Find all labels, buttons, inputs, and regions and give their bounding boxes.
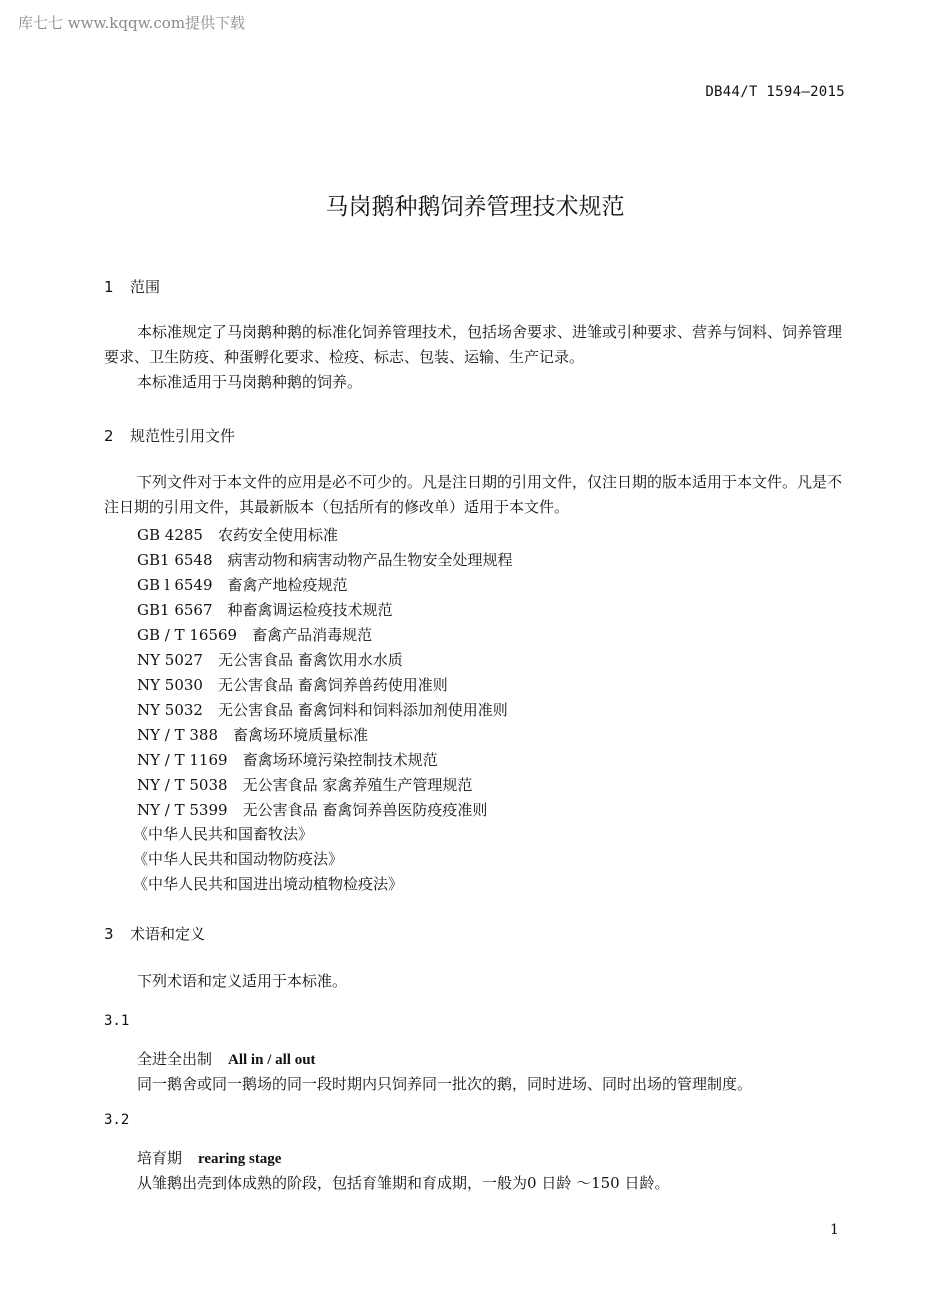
reference-item [137, 649, 403, 670]
term-english: All in / all out [228, 1052, 316, 1068]
reference-title: 无公害食品 畜禽饮用水水质 [217, 651, 403, 669]
section-2-heading [104, 425, 235, 446]
reference-code: NY 5032 [137, 701, 203, 719]
section-3-paragraph-1: 下列术语和定义适用于本标准。 [137, 972, 348, 990]
reference-title: 病害动物和病害动物产品生物安全处理规程 [227, 551, 513, 569]
reference-title: 畜禽场环境污染控制技术规范 [242, 751, 438, 769]
section-title: 术语和定义 [130, 925, 206, 943]
reference-item [137, 574, 348, 595]
reference-title: 无公害食品 畜禽饲料和饲料添加剂使用准则 [217, 701, 508, 719]
reference-code: GB1 6548 [137, 551, 213, 569]
section-number: 1 [104, 278, 114, 296]
term-chinese: 培育期 [137, 1149, 183, 1167]
reference-code: NY / T 1169 [137, 751, 228, 769]
page-number: 1 [830, 1222, 839, 1238]
reference-code: GB1 6567 [137, 601, 213, 619]
section-1-heading [104, 276, 160, 297]
standard-code: DB44/T 1594—2015 [705, 84, 845, 100]
reference-title: 无公害食品 畜禽饲养兽医防疫疫准则 [242, 801, 488, 819]
watermark: 库七七 www.kqqw.com提供下载 [18, 14, 246, 32]
term-heading [137, 1048, 316, 1069]
reference-code: GB / T 16569 [137, 626, 238, 644]
law-reference: 《中华人民共和国畜牧法》 [133, 825, 314, 843]
section-title: 范围 [130, 278, 161, 296]
reference-code: GB 4285 [137, 526, 203, 544]
document-title: 马岗鹅种鹅饲养管理技术规范 [325, 194, 625, 220]
reference-title: 畜禽产品消毒规范 [252, 626, 373, 644]
term-chinese: 全进全出制 [137, 1050, 213, 1068]
reference-item [137, 549, 513, 570]
clause-number: 3.2 [104, 1112, 130, 1128]
reference-item [137, 724, 368, 745]
reference-title: 无公害食品 畜禽饲养兽药使用准则 [217, 676, 448, 694]
reference-code: NY / T 388 [137, 726, 219, 744]
term-heading [137, 1147, 281, 1168]
reference-code: NY 5027 [137, 651, 203, 669]
reference-title: 农药安全使用标准 [217, 526, 338, 544]
section-number: 3 [104, 925, 114, 943]
reference-title: 畜禽场环境质量标准 [233, 726, 369, 744]
reference-item [137, 799, 487, 820]
reference-code: NY 5030 [137, 676, 203, 694]
term-english: rearing stage [198, 1151, 282, 1167]
section-number: 2 [104, 427, 114, 445]
reference-item [137, 749, 438, 770]
clause-number: 3.1 [104, 1013, 130, 1029]
section-title: 规范性引用文件 [130, 427, 236, 445]
term-definition: 从雏鹅出壳到体成熟的阶段，包括育雏期和育成期，一般为0 日龄 ～150 日龄。 [137, 1174, 670, 1192]
reference-title: 畜禽产地检疫规范 [227, 576, 348, 594]
reference-title: 无公害食品 家禽养殖生产管理规范 [242, 776, 473, 794]
reference-item [137, 774, 472, 795]
section-1-paragraph-2: 本标准适用于马岗鹅种鹅的饲养。 [137, 373, 363, 391]
reference-code: GB l 6549 [137, 576, 213, 594]
reference-item [137, 524, 338, 545]
section-3-heading [104, 923, 205, 944]
term-definition: 同一鹅舍或同一鹅场的同一段时期内只饲养同一批次的鹅，同时进场、同时出场的管理制度。 [137, 1075, 753, 1093]
law-reference: 《中华人民共和国动物防疫法》 [133, 850, 344, 868]
section-2-paragraph-1: 下列文件对于本文件的应用是必不可少的。凡是注日期的引用文件，仅注日期的版本适用于本文件。凡是不注日期的引用文件，其最新版本（包括所有的修改单）适用于本文件。 [104, 473, 843, 516]
law-reference: 《中华人民共和国进出境动植物检疫法》 [133, 875, 404, 893]
section-1-paragraph-1: 本标准规定了马岗鹅种鹅的标准化饲养管理技术，包括场舍要求、进雏或引种要求、营养与饲料、饲养管理要求、卫生防疫、种蛋孵化要求、检疫、标志、包装、运输、生产记录。 [104, 323, 843, 366]
reference-title: 种畜禽调运检疫技术规范 [227, 601, 393, 619]
reference-code: NY / T 5038 [137, 776, 228, 794]
reference-item [137, 674, 448, 695]
reference-item [137, 599, 393, 620]
reference-item [137, 699, 508, 720]
reference-item [137, 624, 372, 645]
reference-code: NY / T 5399 [137, 801, 228, 819]
